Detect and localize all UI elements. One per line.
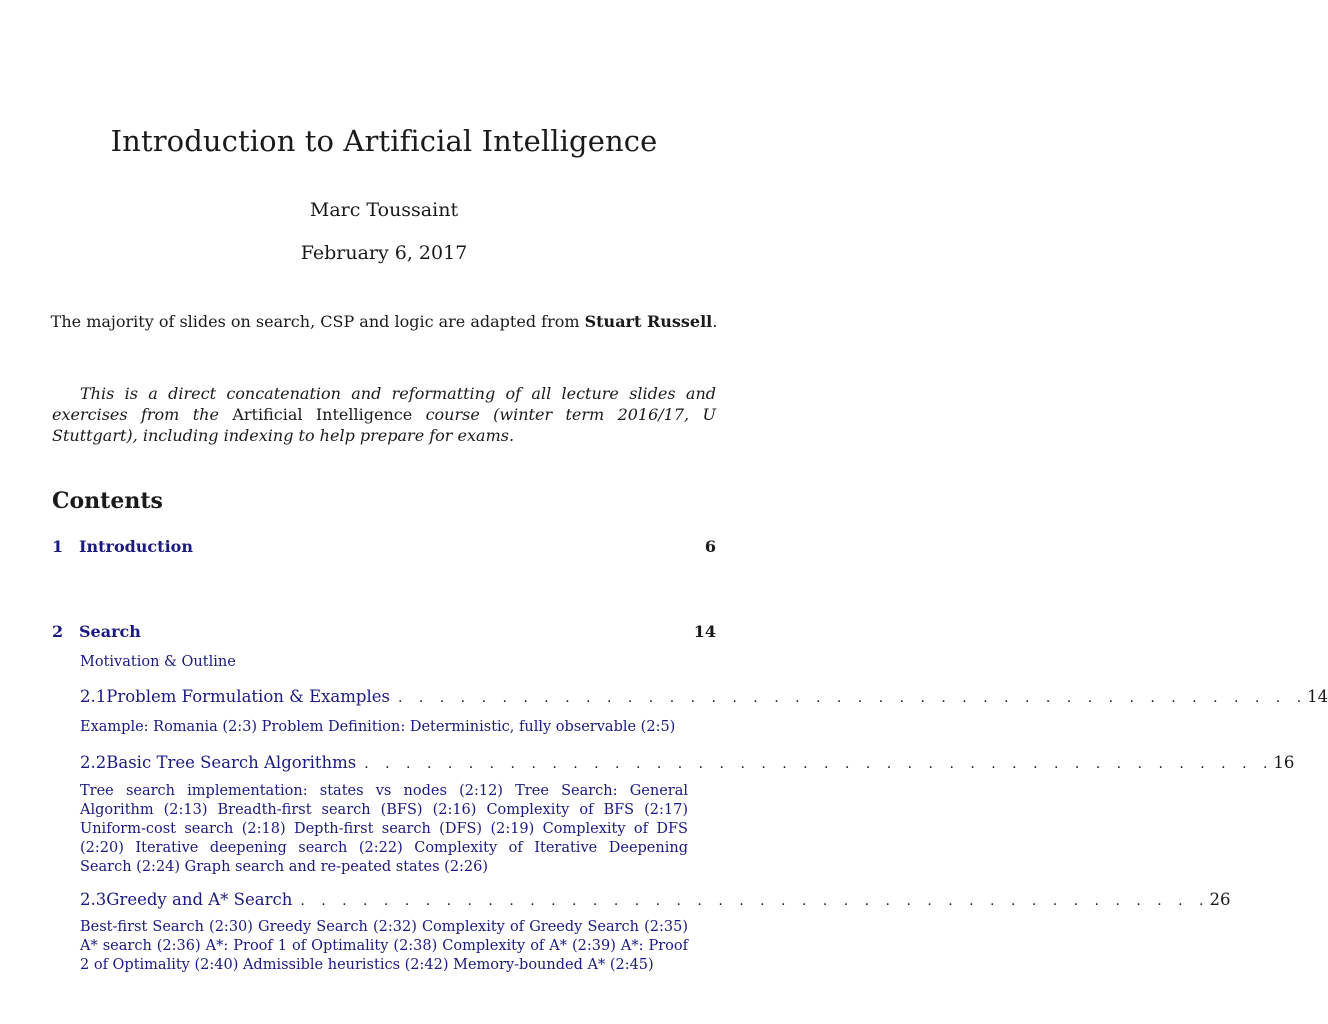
toc-section-introduction[interactable] (52, 537, 716, 556)
toc-section-page: 14 (693, 622, 716, 641)
toc-section-page: 6 (704, 537, 716, 556)
toc-subsection-title[interactable]: Problem Formulation & Examples (106, 687, 390, 706)
toc-leader-dots: . . . . . . . . . . . . . . . . . . . . . . . . . . . . . . . . . . . . . . . . . . . . (364, 756, 1274, 772)
toc-subsection-note[interactable]: Best-first Search (2:30) Greedy Search (2:32) Complexity of Greedy Search (2:35) A* search (2:36) A*: Proof 1 of Optimality (2:38) Complexity of A* (2:39) A*: Proof 2 of Optimality (2:40) Admissible heuristics (2:42) Memory-bounded A* (2:45) (80, 919, 688, 973)
abstract-part1: This is a direct concatenation and reformatting of all lecture slides and exercises from the (52, 384, 716, 424)
toc-subsection-title[interactable]: Basic Tree Search Algorithms (106, 753, 357, 772)
abstract-course: Artificial Intelligence (232, 405, 413, 424)
toc-section-title[interactable]: Introduction (79, 537, 193, 556)
toc-section-title[interactable]: Search (79, 622, 141, 641)
toc-subsection-2-3[interactable] (80, 890, 1231, 909)
contents-heading: Contents (52, 488, 163, 514)
toc-subsection-note[interactable]: Example: Romania (2:3) Problem Definition: Deterministic, fully observable (2:5) (80, 719, 676, 735)
toc-section-number: 1 (52, 537, 64, 556)
credits-name: Stuart Russell (584, 312, 713, 331)
toc-leader-dots: . . . . . . . . . . . . . . . . . . . . . . . . . . . . . . . . . . . . . . . . . . . . (300, 893, 1210, 909)
toc-subsection-2-2[interactable] (80, 753, 1295, 772)
credits-prefix: The majority of slides on search, CSP and logic are adapted from (50, 312, 585, 331)
author-name: Marc Toussaint (309, 199, 459, 221)
toc-subsection-note[interactable]: Tree search implementation: states vs nodes (2:12) Tree Search: General Algorithm (2:13) Breadth-first search (BFS) (2:16) Complexity of BFS (2:17) Uniform-cost search (2:18) Depth-first search (DFS) (2:19) Complexity of DFS (2:20) Iterative deepening search (2:22) Complexity of Iterative Deepening Search (2:24) Graph search and re-peated states (2:26) (80, 783, 688, 875)
toc-section-number: 2 (52, 622, 64, 641)
document-title: Introduction to Artificial Intelligence (110, 124, 658, 158)
toc-subsection-title[interactable]: Greedy and A* Search (106, 890, 293, 909)
credits-suffix: . (712, 312, 718, 331)
toc-subsection-number: 2.3 (80, 890, 107, 909)
credits-line (0, 312, 768, 331)
abstract-part2: course (winter term 2016/17, U Stuttgart), including indexing to help prepare for exams. (52, 405, 717, 445)
toc-subsection-number: 2.1 (80, 687, 107, 706)
toc-leader-dots: . . . . . . . . . . . . . . . . . . . . . . . . . . . . . . . . . . . . . . . . . . . . (397, 690, 1308, 706)
toc-subsection-2-1[interactable] (80, 687, 1328, 706)
toc-subsection-page: 14 (1307, 687, 1328, 706)
toc-subsection-page: 26 (1209, 890, 1231, 909)
toc-section-search[interactable] (52, 622, 716, 641)
abstract (52, 383, 716, 446)
toc-subsection-number: 2.2 (80, 753, 107, 772)
document-date: February 6, 2017 (300, 242, 468, 264)
toc-subsection-page: 16 (1273, 753, 1295, 772)
toc-section-note[interactable]: Motivation & Outline (80, 654, 236, 670)
